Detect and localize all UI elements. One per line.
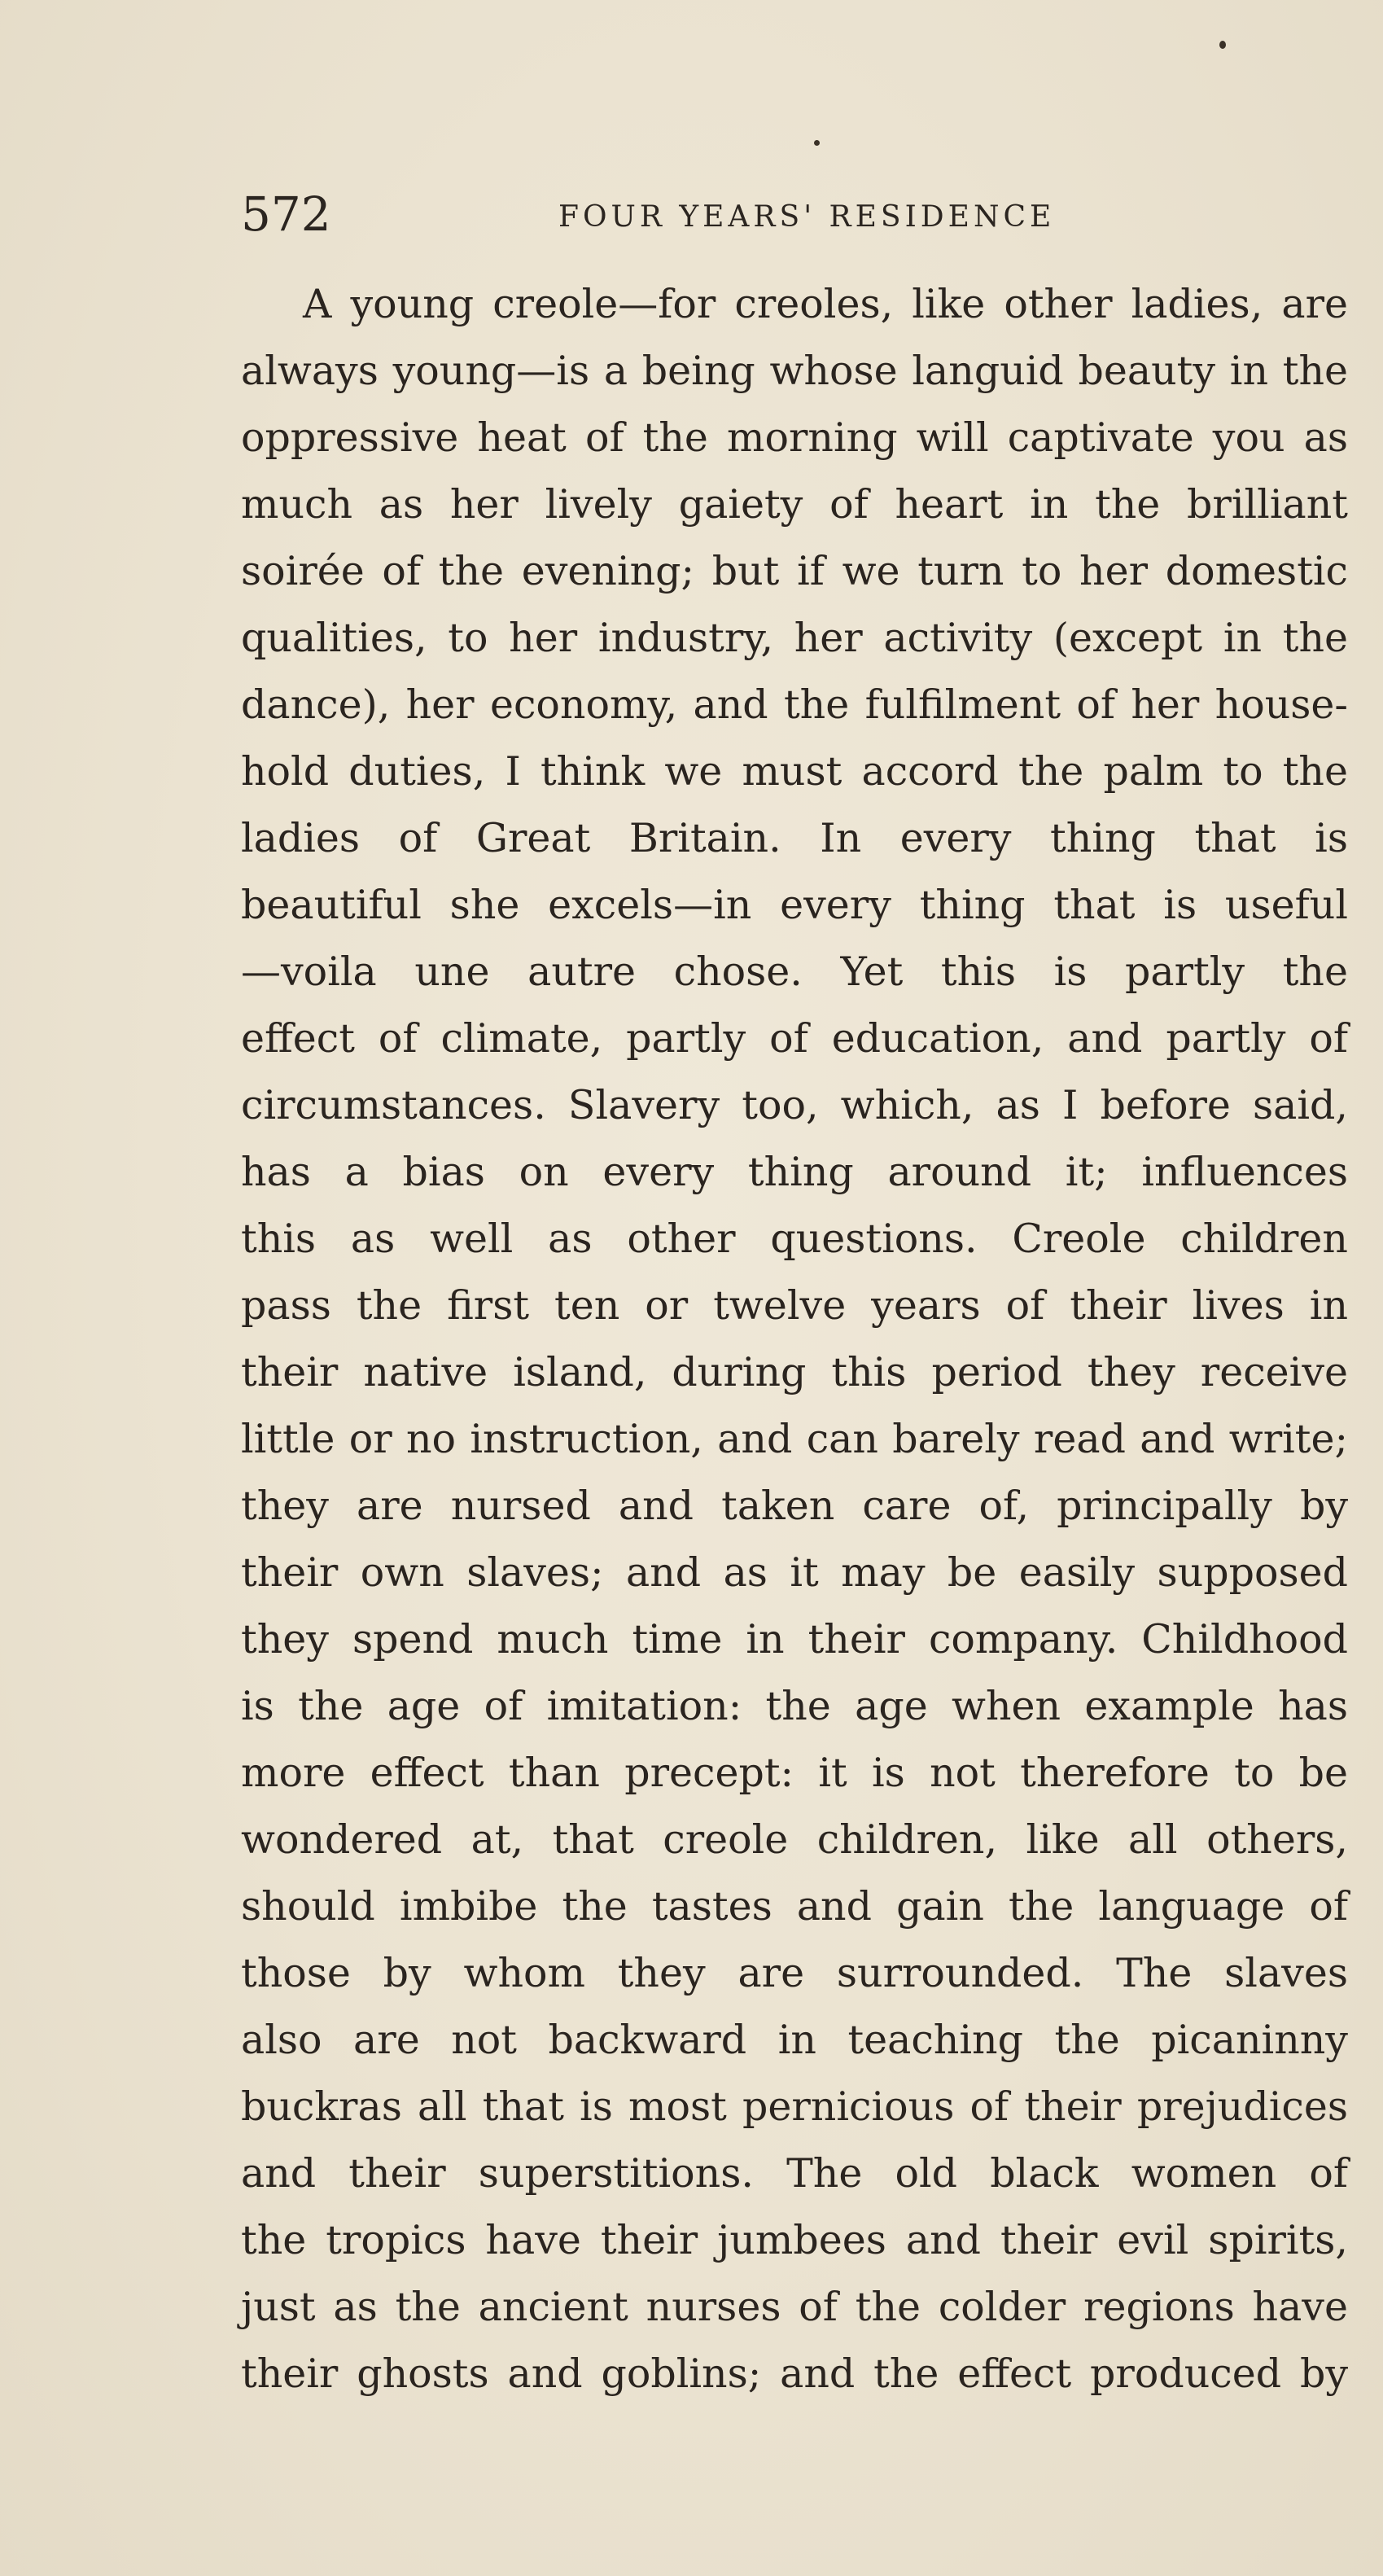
text-line: should imbibe the tastes and gain the language of: [241, 1883, 1348, 1930]
text-line: dance), her economy, and the fulfilment of her house-: [241, 681, 1348, 728]
text-line: —voila une autre chose. Yet this is partly the: [241, 948, 1348, 995]
text-line: much as her lively gaiety of heart in the brilliant: [241, 481, 1348, 528]
text-line: little or no instruction, and can barely read and write;: [241, 1416, 1348, 1462]
text-line: this as well as other questions. Creole children: [241, 1216, 1348, 1262]
text-line: those by whom they are surrounded. The slaves: [241, 1950, 1348, 1996]
text-line: always young—is a being whose languid beauty in the: [241, 348, 1348, 394]
text-line: buckras all that is most pernicious of their prejudices: [241, 2083, 1348, 2130]
text-line: ladies of Great Britain. In every thing that is: [241, 815, 1348, 861]
text-line: oppressive heat of the morning will captivate you as: [241, 414, 1348, 461]
text-line: they are nursed and taken care of, principally by: [241, 1483, 1348, 1529]
text-line: A young creole—for creoles, like other ladies, are: [303, 281, 1348, 327]
running-head: FOUR YEARS' RESIDENCE: [558, 200, 1056, 234]
page-header: [241, 177, 1348, 251]
text-line: wondered at, that creole children, like all others,: [241, 1816, 1348, 1863]
text-line: just as the ancient nurses of the colder regions have: [241, 2284, 1348, 2330]
text-line: hold duties, I think we must accord the palm to the: [241, 748, 1348, 795]
text-line: beautiful she excels—in every thing that is useful: [241, 882, 1348, 928]
text-line: is the age of imitation: the age when example has: [241, 1683, 1348, 1729]
text-line: their native island, during this period they receive: [241, 1349, 1348, 1395]
text-line: has a bias on every thing around it; influences: [241, 1149, 1348, 1195]
text-line: pass the first ten or twelve years of their lives in: [241, 1282, 1348, 1329]
text-line: qualities, to her industry, her activity (except in the: [241, 615, 1348, 661]
page-number: 572: [241, 186, 331, 242]
text-line: the tropics have their jumbees and their evil spirits,: [241, 2217, 1348, 2263]
body-text: [241, 271, 1348, 2407]
ink-speck: [814, 140, 820, 146]
text-line: circumstances. Slavery too, which, as I before said,: [241, 1082, 1348, 1128]
text-line: and their superstitions. The old black women of: [241, 2150, 1348, 2197]
text-line: effect of climate, partly of education, and partly of: [241, 1015, 1348, 1062]
text-line: they spend much time in their company. Childhood: [241, 1616, 1348, 1663]
ink-speck: [1219, 41, 1226, 49]
text-line: their own slaves; and as it may be easily supposed: [241, 1549, 1348, 1596]
text-line: also are not backward in teaching the picaninny: [241, 2017, 1348, 2063]
text-line: soirée of the evening; but if we turn to her domestic: [241, 548, 1348, 594]
text-line: more effect than precept: it is not therefore to be: [241, 1750, 1348, 1796]
text-line: their ghosts and goblins; and the effect produced by: [241, 2350, 1348, 2397]
